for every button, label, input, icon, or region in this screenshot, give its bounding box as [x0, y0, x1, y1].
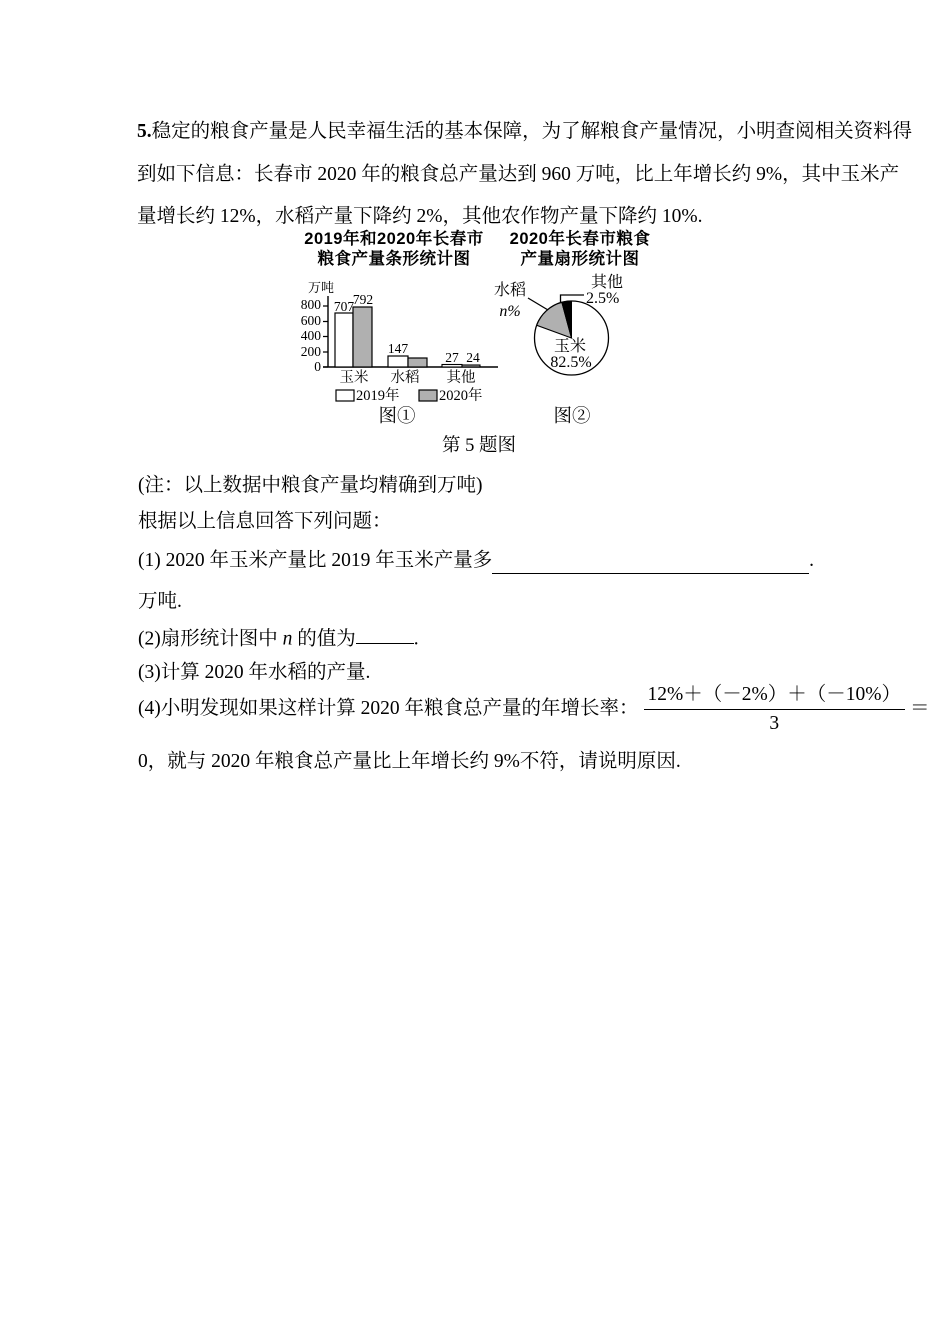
question-2-variable: n	[282, 628, 293, 650]
problem-line-1	[137, 111, 913, 154]
problem-line-2: 到如下信息：长春市 2020 年的粮食总产量达到 960 万吨，比上年增长约 9%，其中玉米产	[137, 163, 900, 185]
question-2-answer-blank	[356, 623, 414, 644]
question-4-text: (4)小明发现如果这样计算 2020 年粮食总产量的年增长率：	[138, 698, 639, 719]
question-1-text: (1) 2020 年玉米产量比 2019 年玉米产量多	[138, 550, 493, 571]
value-label-rice-2019: 147	[387, 341, 409, 356]
pie-label-other-value: 2.5%	[586, 290, 620, 307]
pie-chart-title-line1: 2020年长春市粮食	[509, 230, 651, 248]
bar-chart-title-line2: 粮食产量条形统计图	[317, 250, 471, 268]
bar-rice-2020	[408, 358, 427, 367]
bar-chart-title-line1: 2019年和2020年长春市	[304, 230, 484, 248]
pie-chart	[480, 268, 680, 408]
question-2-prefix: (2)扇形统计图中	[138, 628, 283, 650]
questions-prompt: 根据以上信息回答下列问题：	[138, 511, 392, 532]
leader-line-rice	[528, 298, 548, 310]
pie-label-corn-value: 82.5%	[550, 354, 592, 371]
legend-swatch-2020	[419, 390, 437, 401]
y-tick-600: 600	[300, 313, 321, 328]
bar-corn-2020	[353, 307, 372, 367]
question-1-period: .	[809, 550, 814, 571]
problem-number: 5.	[137, 121, 152, 142]
pie-label-rice-name: 水稻	[493, 282, 527, 299]
pie-chart-title-line2: 产量扇形统计图	[520, 250, 640, 268]
bar-chart	[292, 278, 507, 410]
value-label-corn-2020: 792	[352, 292, 374, 307]
y-tick-0: 0	[314, 359, 321, 374]
pie-label-rice-value: n%	[499, 303, 521, 320]
bar-corn-2019	[335, 313, 353, 367]
bar-other-2020	[462, 365, 480, 367]
y-axis-ticks	[323, 306, 328, 367]
bar-chart-title	[292, 229, 496, 269]
value-label-other-2020: 24	[466, 350, 480, 365]
question-4-continuation: 0，就与 2020 年粮食总产量比上年增长约 9%不符，请说明原因.	[138, 751, 681, 772]
question-4-fraction	[644, 682, 905, 737]
question-1-continuation: 万吨.	[138, 591, 182, 612]
problem-line-3: 量增长约 12%，水稻产量下降约 2%，其他农作物产量下降约 10%.	[137, 206, 703, 227]
value-label-other-2019: 27	[445, 350, 459, 365]
question-2	[138, 623, 419, 652]
pie-label-corn-name: 玉米	[553, 338, 587, 355]
y-tick-200: 200	[300, 344, 321, 359]
pie-chart-title	[485, 229, 675, 269]
question-4-equals: ＝	[909, 698, 930, 719]
fraction-numerator: 12%＋（－2%）＋（－10%）	[644, 682, 905, 710]
question-2-suffix: 的值为	[292, 628, 356, 650]
caption-figure-1: 图①	[378, 407, 416, 427]
pie-label-other-name: 其他	[590, 274, 624, 291]
y-tick-800: 800	[300, 297, 321, 312]
caption-figure-2: 图②	[553, 407, 591, 427]
y-tick-400: 400	[300, 328, 321, 343]
problem-line-1-text: 稳定的粮食产量是人民幸福生活的基本保障，为了解粮食产量情况，小明查阅相关资料得	[151, 121, 913, 142]
question-1-answer-blank	[492, 553, 809, 574]
category-label-corn: 玉米	[339, 370, 369, 386]
data-note: (注：以上数据中粮食产量均精确到万吨)	[138, 475, 483, 496]
problem-statement	[137, 111, 913, 239]
question-1	[138, 548, 814, 574]
value-label-corn-2019: 707	[333, 299, 355, 314]
category-label-rice: 水稻	[390, 370, 420, 386]
question-2-period: .	[413, 628, 419, 650]
bar-rice-2019	[388, 356, 408, 367]
legend-label-2019: 2019年	[356, 388, 400, 404]
fraction-denominator: 3	[769, 712, 780, 734]
y-axis-unit-label: 万吨	[307, 280, 335, 295]
category-label-other: 其他	[446, 370, 476, 386]
question-4	[138, 684, 930, 734]
legend-label-2020: 2020年	[439, 388, 483, 404]
caption-problem-figure: 第 5 题图	[441, 436, 516, 456]
legend-swatch-2019	[336, 390, 354, 401]
question-3: (3)计算 2020 年水稻的产量.	[138, 662, 371, 683]
